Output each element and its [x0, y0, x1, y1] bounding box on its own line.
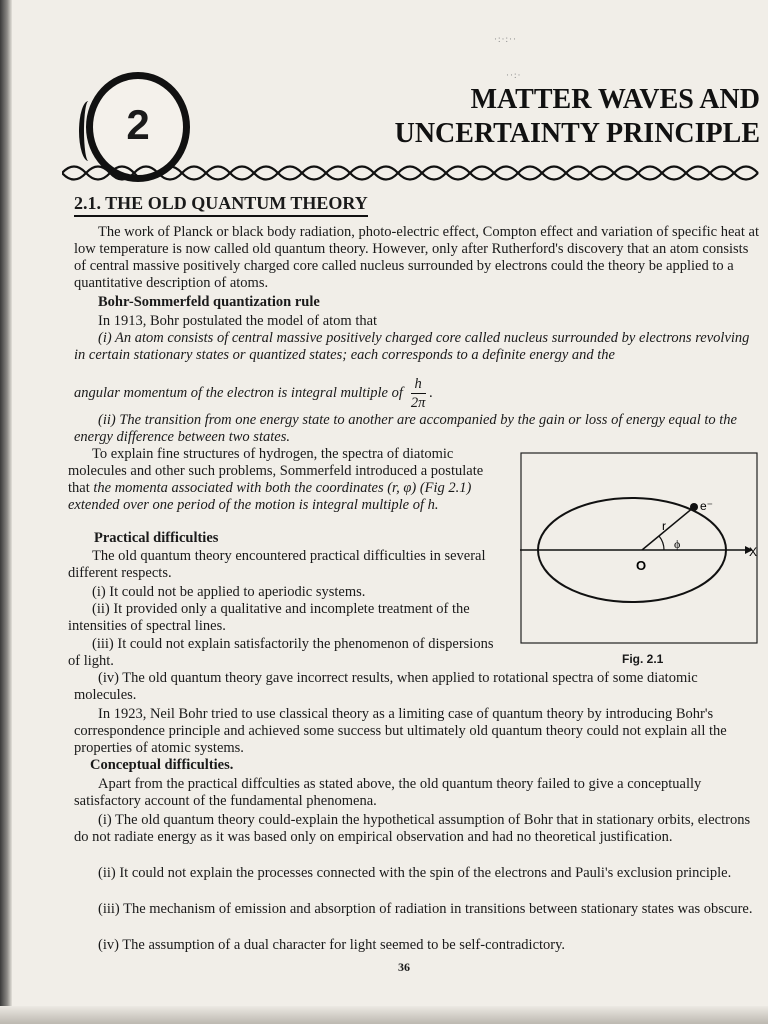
page-number: 36 [398, 960, 410, 974]
r-label: r [662, 519, 666, 533]
figure-frame [521, 453, 757, 643]
practical-item-ii: (ii) It provided only a qualitative and incomplete treatment of the intensities of spectral lines. [68, 601, 470, 634]
electron-dot [690, 503, 698, 511]
figure-caption: Fig. 2.1 [622, 652, 664, 666]
practical-difficulties-heading: Practical difficulties [94, 530, 219, 546]
practical-intro: The old quantum theory encountered practical difficulties in several different respects. [68, 548, 486, 581]
page-bottom-edge [0, 1006, 768, 1024]
conceptual-item-iii: (iii) The mechanism of emission and absorption of radiation in transitions between stationary states was obscure. [98, 901, 753, 917]
bleed-through-mark: ·:·:·· [494, 34, 517, 44]
postulate-ii: (ii) The transition from one energy state to another are accompanied by the gain or loss of energy equal to the energy difference between two states. [74, 412, 737, 445]
electron-label: e⁻ [700, 499, 714, 513]
postulate-i-end: angular momentum of the electron is integral multiple of [74, 384, 403, 401]
conceptual-difficulties-heading: Conceptual difficulties. [90, 757, 234, 773]
chapter-title-line1: MATTER WAVES AND [470, 84, 760, 115]
bohr-1913-text: In 1913, Bohr postulated the model of atom that [98, 313, 378, 329]
chapter-title-line2: UNCERTAINTY PRINCIPLE [394, 118, 760, 149]
phi-angle-arc [659, 536, 664, 550]
practical-item-i: (i) It could not be applied to aperiodic systems. [92, 584, 366, 600]
bohr-1923-paragraph: In 1923, Neil Bohr tried to use classical theory as a limiting case of quantum theory by introducing Bohr's correspondence principle and achieved some success but ultimately old quantum theory could not explain all the properties of atomic systems. [74, 706, 727, 756]
bleed-through-mark: ··:· [506, 70, 522, 80]
conceptual-item-iv: (iv) The assumption of a dual character for light seemed to be self-contradictory. [98, 937, 566, 953]
conceptual-item-ii: (ii) It could not explain the processes connected with the spin of the electrons and Pauli's exclusion principle. [98, 865, 732, 881]
fraction-denominator: 2π [410, 395, 426, 411]
sommerfeld-paragraph [68, 446, 498, 514]
intro-paragraph: The work of Planck or black body radiation, photo-electric effect, Compton effect and variation of specific heat at low temperature is now called old quantum theory. However, only after Rutherford's discovery that an atom consists of central massive positively charged core called nucleus surrounded by electrons could the theory be applied to a quantitative description of atoms. [74, 224, 759, 291]
chapter-number: 2 [126, 101, 150, 148]
practical-item-iv: (iv) The old quantum theory gave incorrect results, when applied to rotational spectra of some diatomic molecules. [74, 670, 698, 703]
conceptual-intro: Apart from the practical diffculties as stated above, the old quantum theory failed to give a conceptually satisfactory account of the fundamental phenomena. [74, 776, 702, 809]
ornamental-border [62, 160, 762, 186]
phi-label: ϕ [674, 537, 681, 551]
section-heading: 2.1. THE OLD QUANTUM THEORY [74, 193, 368, 217]
figure-orbit-diagram [520, 452, 758, 644]
sommerfeld-text: To explain fine structures of hydrogen, the spectra of diatomic molecules and other such problems, Sommerfeld introduced a postulate that [68, 446, 484, 496]
sommerfeld-postulate: the momenta associated with both the coordinates (r, φ) (Fig 2.1) extended over one period of the motion is integral multiple of h. [68, 480, 472, 513]
postulate-i: (i) An atom consists of central massive positively charged core called nucleus surrounded by electrons revolving in certain stationary states or quantized states; each corresponds to a definite energy and the [74, 330, 750, 363]
page-binding-shadow [0, 0, 12, 1024]
radius-vector [642, 507, 694, 550]
fraction-numerator: h [411, 375, 426, 394]
postulate-i-end-line: angular momentum of the electron is integral multiple of $\frac{h}{2\pi}$ . [74, 376, 434, 411]
h-over-2pi-fraction [411, 375, 426, 412]
x-axis-label: X [749, 545, 758, 559]
practical-item-iii: (iii) It could not explain satisfactorily the phenomenon of dispersions of light. [68, 636, 494, 669]
conceptual-item-i: (i) The old quantum theory could-explain the hypothetical assumption of Bohr that in stationary orbits, electrons do not radiate energy as it was based only on empirical observation and had no theoretical justification. [74, 812, 751, 845]
origin-label: O [636, 558, 647, 573]
bohr-sommerfeld-heading: Bohr-Sommerfeld quantization rule [98, 294, 320, 310]
